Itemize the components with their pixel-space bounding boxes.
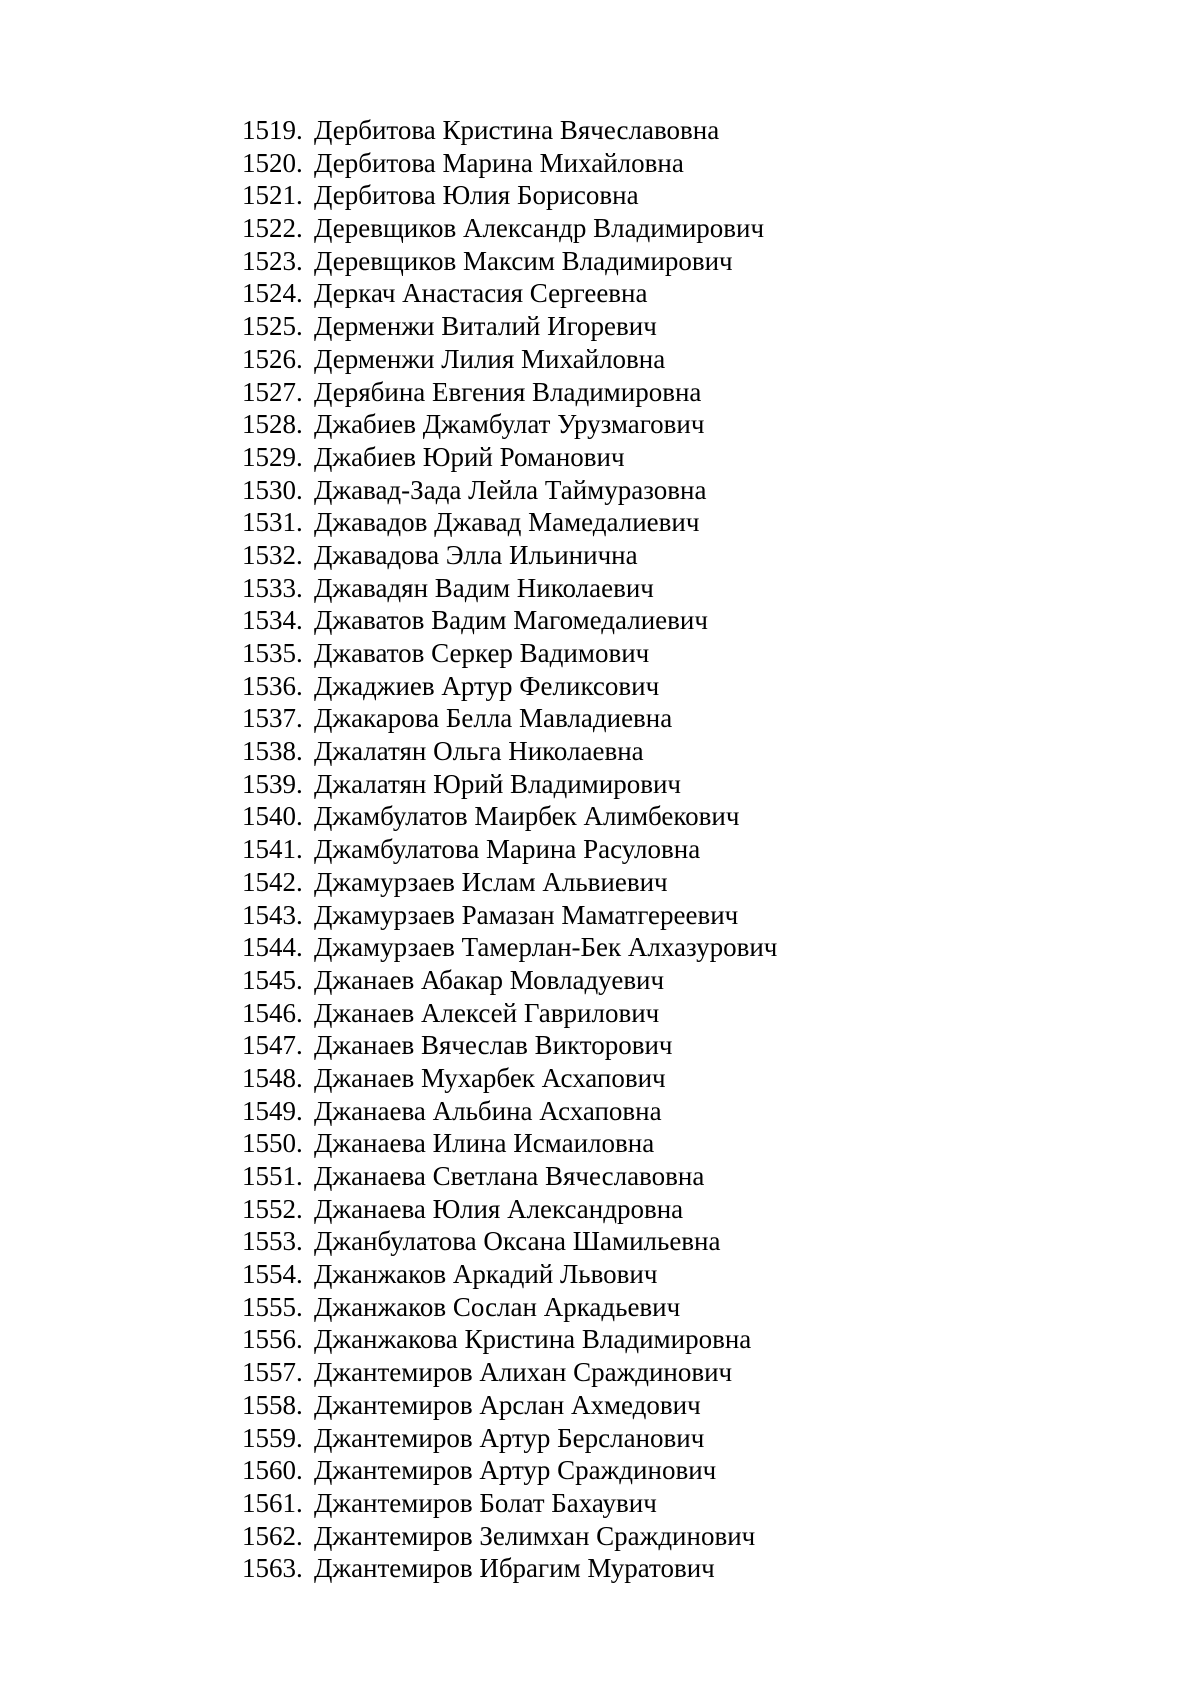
entry-name: Деревщиков Александр Владимирович xyxy=(314,213,765,244)
entry-name: Джакарова Белла Мавладиевна xyxy=(314,703,673,734)
list-item xyxy=(242,408,777,441)
entry-name: Джалатян Ольга Николаевна xyxy=(314,736,644,767)
entry-name: Джамбулатова Марина Расуловна xyxy=(314,834,701,865)
entry-name: Джавад-Зада Лейла Таймуразовна xyxy=(314,474,707,505)
entry-name: Дерменжи Виталий Игоревич xyxy=(314,311,657,342)
list-item xyxy=(242,899,777,932)
entry-number: 1544. xyxy=(242,932,303,963)
entry-name: Дерябина Евгения Владимировна xyxy=(314,376,702,407)
entry-number: 1560. xyxy=(242,1455,303,1486)
list-item xyxy=(242,1422,777,1455)
list-item xyxy=(242,506,777,539)
list-item xyxy=(242,1487,777,1520)
entry-number: 1532. xyxy=(242,539,303,570)
list-item xyxy=(242,474,777,507)
entry-number: 1535. xyxy=(242,638,303,668)
entry-name: Джаватов Серкер Вадимович xyxy=(314,638,650,668)
list-item xyxy=(242,1029,777,1062)
list-item xyxy=(242,147,777,180)
list-item xyxy=(242,539,777,572)
list-item xyxy=(242,800,777,833)
entry-name: Джантемиров Арслан Ахмедович xyxy=(314,1389,701,1420)
entry-number: 1550. xyxy=(242,1128,303,1159)
entry-name: Джанаева Илина Исмаиловна xyxy=(314,1128,655,1159)
entry-number: 1531. xyxy=(242,507,303,538)
entry-name: Джанбулатова Оксана Шамильевна xyxy=(314,1226,721,1257)
entry-name: Джантемиров Болат Бахаувич xyxy=(314,1487,657,1518)
entry-name: Джавадова Элла Ильинична xyxy=(314,539,638,570)
entry-number: 1521. xyxy=(242,180,303,211)
list-item xyxy=(242,1225,777,1258)
entry-name: Дербитова Марина Михайловна xyxy=(314,147,684,178)
entry-name: Джанаева Юлия Александровна xyxy=(314,1193,684,1224)
entry-name: Джанжаков Сослан Аркадьевич xyxy=(314,1291,681,1322)
name-list xyxy=(242,114,777,1585)
list-item xyxy=(242,964,777,997)
list-item xyxy=(242,997,777,1030)
list-item xyxy=(242,768,777,801)
entry-name: Дербитова Юлия Борисовна xyxy=(314,180,639,211)
list-item xyxy=(242,1389,777,1422)
list-item xyxy=(242,1356,777,1389)
entry-number: 1529. xyxy=(242,441,303,472)
entry-name: Деркач Анастасия Сергеевна xyxy=(314,278,648,309)
entry-name: Джанаев Вячеслав Викторович xyxy=(314,1030,673,1061)
entry-name: Джалатян Юрий Владимирович xyxy=(314,768,681,799)
list-item xyxy=(242,1552,777,1585)
entry-number: 1558. xyxy=(242,1389,303,1420)
list-item xyxy=(242,1520,777,1553)
entry-number: 1536. xyxy=(242,670,303,701)
entry-number: 1528. xyxy=(242,409,303,440)
entry-number: 1519. xyxy=(242,115,303,145)
entry-number: 1520. xyxy=(242,147,303,178)
list-item xyxy=(242,866,777,899)
entry-number: 1556. xyxy=(242,1324,303,1355)
entry-name: Джанаева Альбина Асхаповна xyxy=(314,1095,662,1126)
entry-number: 1525. xyxy=(242,311,303,342)
entry-name: Джанаев Мухарбек Асхапович xyxy=(314,1062,666,1093)
entry-name: Джанжаков Аркадий Львович xyxy=(314,1259,658,1290)
entry-number: 1545. xyxy=(242,964,303,995)
list-item xyxy=(242,441,777,474)
list-item xyxy=(242,702,777,735)
entry-number: 1526. xyxy=(242,343,303,374)
entry-number: 1538. xyxy=(242,736,303,767)
entry-name: Джамурзаев Ислам Альвиевич xyxy=(314,866,668,897)
list-item xyxy=(242,572,777,605)
entry-name: Дерменжи Лилия Михайловна xyxy=(314,343,666,374)
entry-number: 1555. xyxy=(242,1291,303,1322)
list-item xyxy=(242,179,777,212)
list-item xyxy=(242,114,777,147)
list-item xyxy=(242,1258,777,1291)
entry-number: 1561. xyxy=(242,1487,303,1518)
list-item xyxy=(242,1160,777,1193)
list-item xyxy=(242,1127,777,1160)
entry-name: Джанаев Абакар Мовладуевич xyxy=(314,964,665,995)
entry-name: Джабиев Юрий Романович xyxy=(314,441,625,472)
entry-number: 1539. xyxy=(242,768,303,799)
entry-number: 1559. xyxy=(242,1422,303,1453)
list-item xyxy=(242,310,777,343)
entry-number: 1553. xyxy=(242,1226,303,1257)
entry-name: Джанаев Алексей Гаврилович xyxy=(314,997,660,1028)
entry-number: 1562. xyxy=(242,1520,303,1551)
list-item xyxy=(242,1291,777,1324)
list-item xyxy=(242,637,777,670)
entry-number: 1537. xyxy=(242,703,303,734)
entry-name: Деревщиков Максим Владимирович xyxy=(314,245,733,276)
entry-name: Джавадян Вадим Николаевич xyxy=(314,572,654,603)
entry-name: Джантемиров Ибрагим Муратович xyxy=(314,1553,715,1584)
entry-name: Джавадов Джавад Мамедалиевич xyxy=(314,507,700,538)
entry-number: 1541. xyxy=(242,834,303,865)
entry-name: Джаватов Вадим Магомедалиевич xyxy=(314,605,708,636)
entry-number: 1557. xyxy=(242,1357,303,1388)
list-item xyxy=(242,1095,777,1128)
entry-name: Джантемиров Зелимхан Сраждинович xyxy=(314,1520,756,1551)
entry-number: 1542. xyxy=(242,866,303,897)
entry-name: Джанжакова Кристина Владимировна xyxy=(314,1324,752,1355)
entry-number: 1533. xyxy=(242,572,303,603)
entry-number: 1546. xyxy=(242,997,303,1028)
entry-name: Джантемиров Артур Сраждинович xyxy=(314,1455,717,1486)
entry-name: Джантемиров Алихан Сраждинович xyxy=(314,1357,733,1388)
entry-name: Джантемиров Артур Берсланович xyxy=(314,1422,705,1453)
entry-number: 1524. xyxy=(242,278,303,309)
entry-number: 1523. xyxy=(242,245,303,276)
entry-name: Джанаева Светлана Вячеславовна xyxy=(314,1161,705,1191)
entry-name: Джаджиев Артур Феликсович xyxy=(314,670,660,701)
entry-name: Джамурзаев Рамазан Маматгереевич xyxy=(314,899,739,930)
entry-number: 1534. xyxy=(242,605,303,636)
entry-number: 1551. xyxy=(242,1161,303,1191)
entry-name: Джабиев Джамбулат Урузмагович xyxy=(314,409,705,440)
list-item xyxy=(242,212,777,245)
list-item xyxy=(242,1193,777,1226)
list-item xyxy=(242,670,777,703)
list-item xyxy=(242,277,777,310)
entry-number: 1549. xyxy=(242,1095,303,1126)
entry-number: 1554. xyxy=(242,1259,303,1290)
entry-number: 1552. xyxy=(242,1193,303,1224)
list-item xyxy=(242,343,777,376)
entry-name: Дербитова Кристина Вячеславовна xyxy=(314,115,720,145)
entry-number: 1543. xyxy=(242,899,303,930)
list-item xyxy=(242,833,777,866)
entry-number: 1522. xyxy=(242,213,303,244)
entry-number: 1527. xyxy=(242,376,303,407)
list-item xyxy=(242,1323,777,1356)
list-item xyxy=(242,376,777,409)
entry-number: 1548. xyxy=(242,1062,303,1093)
entry-number: 1547. xyxy=(242,1030,303,1061)
list-item xyxy=(242,1454,777,1487)
entry-name: Джамбулатов Маирбек Алимбекович xyxy=(314,801,740,832)
list-item xyxy=(242,604,777,637)
entry-number: 1563. xyxy=(242,1553,303,1584)
entry-number: 1530. xyxy=(242,474,303,505)
list-item xyxy=(242,735,777,768)
entry-number: 1540. xyxy=(242,801,303,832)
list-item xyxy=(242,245,777,278)
list-item xyxy=(242,1062,777,1095)
entry-name: Джамурзаев Тамерлан-Бек Алхазурович xyxy=(314,932,778,963)
list-item xyxy=(242,931,777,964)
